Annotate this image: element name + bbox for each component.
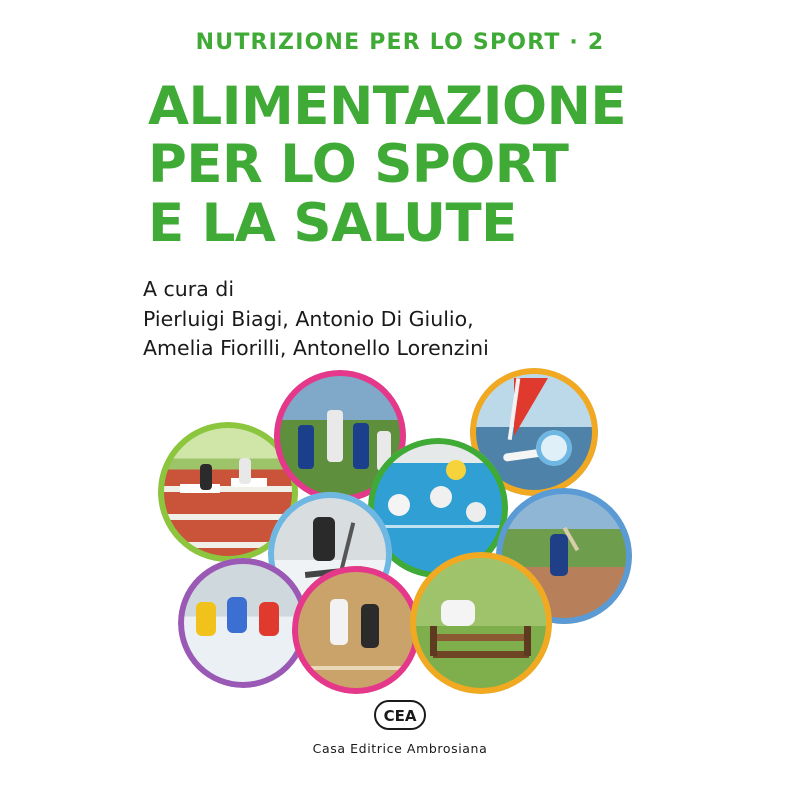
editors-label: A cura di [143, 277, 235, 301]
publisher-name: Casa Editrice Ambrosiana [312, 741, 488, 756]
ring-short-track [178, 558, 308, 688]
collage-bubble-short-track [178, 558, 308, 688]
editors-line-2: Amelia Fiorilli, Antonello Lorenzini [143, 336, 489, 361]
ring-show-jumping [410, 552, 552, 694]
collage-bubble-show-jumping [410, 552, 552, 694]
editors-line-1: Pierluigi Biagi, Antonio Di Giulio, [143, 306, 474, 331]
sport-photo-collage [140, 360, 670, 690]
series-title: NUTRIZIONE PER LO SPORT · 2 [195, 30, 605, 55]
page-title [148, 78, 708, 253]
collage-bubble-basketball [292, 566, 420, 694]
svg-text:CEA: CEA [383, 707, 417, 725]
editors-block [143, 275, 663, 364]
title-line-2: PER LO SPORT [148, 134, 569, 196]
ring-accent-dot [536, 430, 572, 466]
cea-logo-icon [374, 700, 426, 730]
title-line-3: E LA SALUTE [148, 192, 517, 254]
title-line-1: ALIMENTAZIONE [148, 76, 627, 137]
ring-basketball [292, 566, 420, 694]
collage-bubble-accent-dot [536, 430, 572, 466]
publisher-block [0, 700, 800, 756]
